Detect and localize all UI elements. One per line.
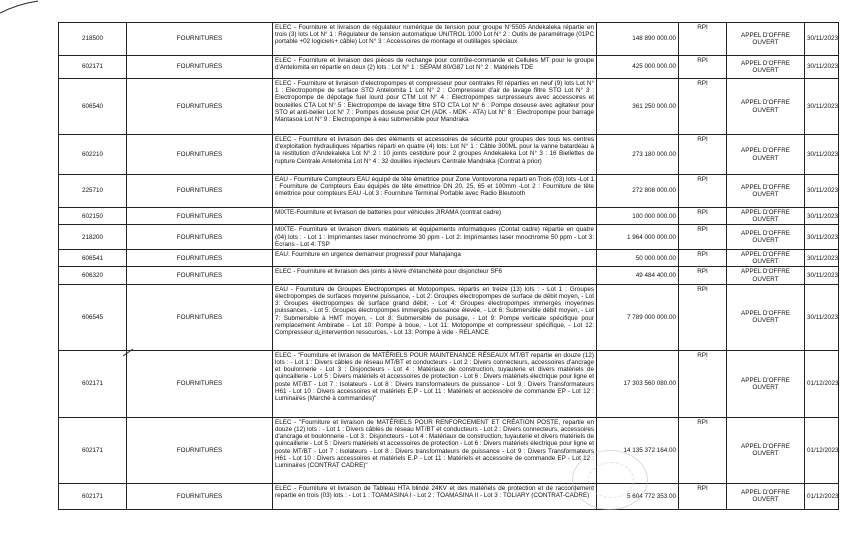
- date-cell: 30/11/2023: [805, 250, 839, 267]
- date-cell: 30/11/2023: [805, 175, 839, 208]
- description-cell: EAU: Fourniture en urgence demarreur progressif pour Mahajanga: [273, 250, 597, 267]
- procurement-mode-cell: RPI: [679, 483, 727, 509]
- date-cell: 30/11/2023: [805, 79, 839, 135]
- amount-cell: 5 604 772 353.00: [597, 483, 679, 509]
- procurement-mode-cell: RPI: [679, 267, 727, 284]
- date-cell: 30/11/2023: [805, 135, 839, 175]
- date-cell: 30/11/2023: [805, 267, 839, 284]
- amount-cell: 7 789 000 000.00: [597, 284, 679, 350]
- procurement-mode-cell: RPI: [679, 175, 727, 208]
- category-cell: FOURNITURES: [127, 284, 273, 350]
- description-cell: ELEC - "Fourniture et livraison de MATÉRIELS POUR MAINTENANCE RÉSEAUX MT/BT repartie en douze (12) lots : - Lot 1 : Divers câbles de réseau MT/BT et conducteurs - Lot 2 : Divers connecteurs, accessoires d'ancrage et boulonnerie - Lot 3 : Disjoncteurs - Lot 4 : Matériaux de construction, tuyauterie et divers matériels de quincaillerie - Lot 5 : Divers matériels et accessoires de protection - Lot 6 : Divers matériels électrique pour ligne et poste MT/BT - Lot 7 : Isolateurs - Lot 8 : Divers transformateurs de puissance - Lot 9 : Divers Transformateurs H61 - Lot 10 : Divers accessoires et matériels E.P - Lot 11 : Matériels et accessoire de commande EP - Lot 12 : Luminaires (Marché à commandes)": [273, 350, 597, 417]
- description-cell: MIXTE-Fourniture et livraison de batteries pour véhicules JIRAMA (contrat cadre): [273, 208, 597, 225]
- description-cell: ELEC - "Fourniture et livraison de MATÉRIELS POUR RENFORCEMENT ET CRÉATION POSTE, repartie en douze (12) lots : - Lot 1 : Divers câbles de réseau MT/BT et conducteurs - Lot 2 : Divers connecteurs, accessoires d'ancrage et boulonnerie - Lot 3 : Disjoncteurs - Lot 4 : Matériaux de construction, tuyauterie et divers matériels de quincaillerie - Lot 5 : Divers matériels et accessoires de protection - Lot 6 : Divers matériels électrique pour ligne et poste MT/BT - Lot 7 : Isolateurs - Lot 8 : Divers transformateurs de puissance - Lot 9 : Divers Transformateurs H61 - Lot 10 : Divers accessoires et matériels E.P - Lot 11 : Matériels et accessoire de commande EP - Lot 12 : Luminaires (CONTRAT CADRE)": [273, 417, 597, 483]
- procurement-table: [58, 22, 839, 510]
- procedure-type-cell: APPEL D'OFFRE OUVERT: [727, 135, 805, 175]
- account-code-cell: 606320: [59, 267, 127, 284]
- procedure-type-cell: APPEL D'OFFRE OUVERT: [727, 79, 805, 135]
- account-code-cell: 218200: [59, 225, 127, 250]
- procedure-type-cell: APPEL D'OFFRE OUVERT: [727, 175, 805, 208]
- table-row: [59, 208, 839, 225]
- description-cell: ELEC - Fourniture et livraison des joints à lèvre d'étanchéité pour disjoncteur SF6: [273, 267, 597, 284]
- amount-cell: 361 250 000.00: [597, 79, 679, 135]
- category-cell: FOURNITURES: [127, 267, 273, 284]
- date-cell: 30/11/2023: [805, 208, 839, 225]
- procedure-type-cell: APPEL D'OFFRE OUVERT: [727, 23, 805, 56]
- date-cell: 01/12/2023: [805, 417, 839, 483]
- procurement-mode-cell: RPI: [679, 56, 727, 79]
- amount-cell: 1 964 000 000.00: [597, 225, 679, 250]
- procedure-type-cell: APPEL D'OFFRE OUVERT: [727, 250, 805, 267]
- amount-cell: 50 000 000.00: [597, 250, 679, 267]
- category-cell: FOURNITURES: [127, 483, 273, 509]
- table-row: [59, 56, 839, 79]
- procurement-mode-cell: RPI: [679, 79, 727, 135]
- category-cell: FOURNITURES: [127, 175, 273, 208]
- table-row: [59, 225, 839, 250]
- account-code-cell: 602171: [59, 417, 127, 483]
- category-cell: FOURNITURES: [127, 350, 273, 417]
- procurement-mode-cell: RPI: [679, 417, 727, 483]
- account-code-cell: 606541: [59, 250, 127, 267]
- table-body: [59, 23, 839, 510]
- corner-pen-mark: [0, 0, 40, 14]
- account-code-cell: 602150: [59, 208, 127, 225]
- table-row: [59, 284, 839, 350]
- amount-cell: 425 000 000.00: [597, 56, 679, 79]
- table-row: [59, 175, 839, 208]
- procedure-type-cell: APPEL D'OFFRE OUVERT: [727, 483, 805, 509]
- procurement-mode-cell: RPI: [679, 350, 727, 417]
- table-row: [59, 23, 839, 56]
- account-code-cell: 602210: [59, 135, 127, 175]
- description-cell: ELEC - Fourniture et livraison des des éléments et accessoires de sécurité pour groupes des tous les centres d'exploitation hydrauliques réparties réparti en quatre (4) lots: Lot N° 1 : Câble 300ML pour la vanne batardeau à la restitution d'Andekaleka Lot N° 2 : 10 joints cestidure pour 2 groupes Andekaleka Lot N° 3 : 16 Biellettes de rupture Centrale Antelomita Lot N° 4 : 32 douilles injecteurs Centrale Mandraka (Contrat à prior): [273, 135, 597, 175]
- category-cell: FOURNITURES: [127, 225, 273, 250]
- amount-cell: 148 890 000.00: [597, 23, 679, 56]
- category-cell: FOURNITURES: [127, 250, 273, 267]
- procurement-mode-cell: RPI: [679, 135, 727, 175]
- description-cell: EAU - Fourniture Compteurs EAU équipé de tête émettrice pour Zone Vontovorona reparti en Trois (03) lots -Lot 1 : Fourniture de Compteurs Eau équipés de tête émettrice DN 20, 25, 65 et 100mm -Lot 2 : Fourniture de tête émettrice pour compteurs EAU -Lot 3 : Fourniture Terminal Portable avec Radio Bleutooth: [273, 175, 597, 208]
- account-code-cell: 602171: [59, 350, 127, 417]
- amount-cell: 14 135 372 164.00: [597, 417, 679, 483]
- description-cell: ELEC - Fourniture et livraison de Tableau HTA blindé 24KV et des matériels de protection et de raccordement repartie en trois (03) lots : - Lot 1 : TOAMASINA I - Lot 2 : TOAMASINA II - Lot 3 : TOLIARY (CONTRAT-CADRE): [273, 483, 597, 509]
- category-cell: FOURNITURES: [127, 417, 273, 483]
- account-code-cell: 225710: [59, 175, 127, 208]
- table-row: [59, 79, 839, 135]
- table-row: [59, 417, 839, 483]
- official-stamp-inner: [588, 462, 634, 498]
- procurement-mode-cell: RPI: [679, 284, 727, 350]
- account-code-cell: 218500: [59, 23, 127, 56]
- category-cell: FOURNITURES: [127, 208, 273, 225]
- description-cell: ELEC - Fourniture et livraison d'electropompes et compresseur pour centrales RI réparties en neuf (9) lots Lot N° 1 : Electropompe de surface STO Antelomita 1 Lot N° 2 : Compresseur d'air de lavage filtre STO Lot N° 3 : Electropompe de dépotage fuel lourd pour CTM Lot N° 4 : Electropompes surpresseurs avec accessoires et bouteilles CTA Lot N° 5 : Electropompe de lavage filtre STO CTA Lot N° 6 : Pompe doseuse avec agitateur pour STO et anti-belier Lot N° 7 : Pompes doseuse pour CH (ADK - MDK - ATA) Lot N° 8 : Electropompe pour barrage Mantasoa Lot N° 9 : Electropompe à eau submersible pour Mandraka: [273, 79, 597, 135]
- procedure-type-cell: APPEL D'OFFRE OUVERT: [727, 225, 805, 250]
- description-cell: EAU - Fourniture de Groupes Electropompes et Motopompes, répartis en treize (13) lots : - Lot 1 : Groupes électropompes de surfaces moyenne puissance, - Lot 2: Groupes électropompes de surface de débit moyen, - Lot 3: Groupes électropompes de surface grand débit, - Lot 4: Groupes électropompes immergés moyennes puissances, - Lot 5: Groupes électropompes immergés puissance élevée, - Lot 6: Submersible débit moyen, - Lot 7: Submersible à HMT moyen, - Lot 8: Submersible de puisage, - Lot 9: Pompe verticale spécifique pour remplacement Ambirabe - Lot 10: Pompe à boue, - Lot 11: Motopompe et compresseur spécifique, - Lot 12: Compresseur d¿intervention resscurces, - Lot 13: Pompe à vide - RELANCE: [273, 284, 597, 350]
- category-cell: FOURNITURES: [127, 135, 273, 175]
- procedure-type-cell: APPEL D'OFFRE OUVERT: [727, 350, 805, 417]
- date-cell: 30/11/2023: [805, 284, 839, 350]
- category-cell: FOURNITURES: [127, 23, 273, 56]
- description-cell: ELEC - Fourniture et livraison de régulateur numérique de tension pour groupe N°5505 Andekaleka répartie en trois (3) lots Lot N° 1 : Régulateur de tension automatique UNITROL 1000 Lot N° 2 : Outils de paramétrage (01PC portable +02 logiciels+ câble) Lot N° 3 : Accessoires de montage et outillages spéciaux: [273, 23, 597, 56]
- account-code-cell: 602171: [59, 483, 127, 509]
- description-cell: ELEC - Fourniture et livraison des pièces de rechange pour contrôle-commande et Cellules MT pour le groupe d'Antelomita en répartie en deux (2) lots : Lot N° 1 : SEPAM 80/G87 Lot N° 2 : Matériels TDE: [273, 56, 597, 79]
- description-cell: MIXTE- Fourniture et livraison divers matériels et équipements informatiques (Contat cadre) répartie en quatre (04) lots : - Lot 1 : Imprimantes laser monochrome 30 ppm - Lot 2: Imprimantes laser mnochrome 50 ppm - Lot 3: Ecrans - Lot 4: TSP: [273, 225, 597, 250]
- amount-cell: 272 808 000.00: [597, 175, 679, 208]
- account-code-cell: 606540: [59, 79, 127, 135]
- account-code-cell: 606545: [59, 284, 127, 350]
- date-cell: 01/12/2023: [805, 350, 839, 417]
- amount-cell: 17 303 560 080.00: [597, 350, 679, 417]
- amount-cell: 49 484 400.00: [597, 267, 679, 284]
- procedure-type-cell: APPEL D'OFFRE OUVERT: [727, 56, 805, 79]
- table-row: [59, 135, 839, 175]
- amount-cell: 100 000 000.00: [597, 208, 679, 225]
- table-row: [59, 350, 839, 417]
- table-row: [59, 267, 839, 284]
- date-cell: 30/11/2023: [805, 225, 839, 250]
- table-row: [59, 483, 839, 509]
- amount-cell: 273 180 000.00: [597, 135, 679, 175]
- procedure-type-cell: APPEL D'OFFRE OUVERT: [727, 417, 805, 483]
- procedure-type-cell: APPEL D'OFFRE OUVERT: [727, 267, 805, 284]
- date-cell: 30/11/2023: [805, 23, 839, 56]
- date-cell: 01/12/2023: [805, 483, 839, 509]
- category-cell: FOURNITURES: [127, 79, 273, 135]
- procurement-mode-cell: RPI: [679, 225, 727, 250]
- procedure-type-cell: APPEL D'OFFRE OUVERT: [727, 208, 805, 225]
- procurement-mode-cell: RPI: [679, 208, 727, 225]
- table-row: [59, 250, 839, 267]
- procurement-mode-cell: RPI: [679, 250, 727, 267]
- date-cell: 30/11/2023: [805, 56, 839, 79]
- procurement-mode-cell: RPI: [679, 23, 727, 56]
- procedure-type-cell: APPEL D'OFFRE OUVERT: [727, 284, 805, 350]
- account-code-cell: 602171: [59, 56, 127, 79]
- category-cell: FOURNITURES: [127, 56, 273, 79]
